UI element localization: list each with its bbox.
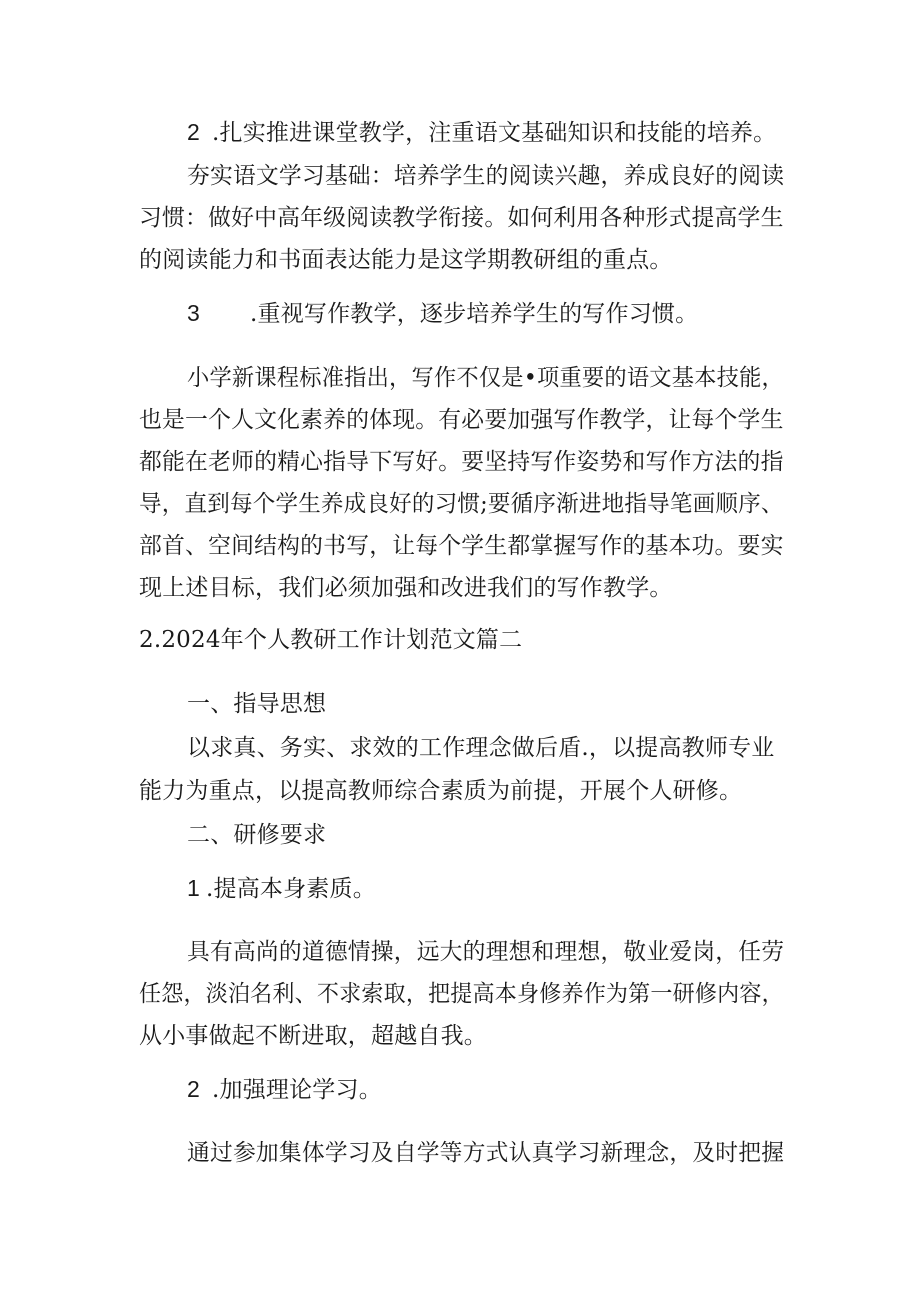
list-item-heading: [187, 873, 376, 904]
list-item-heading: [187, 298, 698, 329]
list-item-heading: [187, 1074, 382, 1105]
item-number: 3: [187, 300, 200, 326]
paragraph-line: 习惯：做好中高年级阅读教学衔接。如何利用各种形式提高学生: [139, 205, 784, 231]
item-title: .扎实推进课堂教学，注重语文基础知识和技能的培养。: [212, 120, 777, 146]
paragraph-line: 小学新课程标准指出，写作不仅是•项重要的语文基本技能，: [187, 365, 784, 391]
paragraph-line: 导，直到每个学生养成良好的习惯;要循序渐进地指导笔画顺序、: [139, 491, 784, 517]
list-item-heading: [187, 117, 776, 148]
item-title: .重视写作教学，逐步培养学生的写作习惯。: [250, 301, 699, 327]
section-heading: 二、研修要求: [187, 822, 327, 848]
paragraph-line: 夯实语文学习基础：培养学生的阅读兴趣，养成良好的阅读: [187, 163, 785, 189]
item-number: 2: [187, 1076, 200, 1102]
paragraph-line: 任怨，淡泊名利、不求索取，把提高本身修养作为第一研修内容，: [139, 981, 784, 1007]
item-number: 1: [187, 875, 200, 901]
item-title: .提高本身素质。: [206, 876, 376, 902]
section-title: 2.2024年个人教研工作计划范文篇二: [139, 627, 523, 653]
section-heading: 一、指导思想: [187, 691, 327, 717]
paragraph-line: 从小事做起不断进取，超越自我。: [139, 1023, 487, 1049]
item-number: 2: [187, 119, 200, 145]
paragraph-line: 部首、空间结构的书写，让每个学生都掌握写作的基本功。要实: [139, 533, 784, 559]
item-title: .加强理论学习。: [212, 1077, 382, 1103]
paragraph-line: 的阅读能力和书面表达能力是这学期教研组的重点。: [139, 247, 673, 273]
paragraph-line: 也是一个人文化素养的体现。有必要加强写作教学，让每个学生: [139, 407, 784, 433]
paragraph-line: 通过参加集体学习及自学等方式认真学习新理念，及时把握: [187, 1140, 785, 1166]
paragraph-line: 现上述目标，我们必须加强和改进我们的写作教学。: [139, 575, 673, 601]
paragraph-line: 具有高尚的道德情操，远大的理想和理想，敬业爱岗，任劳: [187, 939, 785, 965]
paragraph-line: 都能在老师的精心指导下写好。要坚持写作姿势和写作方法的指: [139, 449, 784, 475]
paragraph-line: 以求真、务实、求效的工作理念做后盾.，以提高教师专业: [187, 735, 775, 761]
paragraph-line: 能力为重点，以提高教师综合素质为前提，开展个人研修。: [139, 778, 743, 804]
